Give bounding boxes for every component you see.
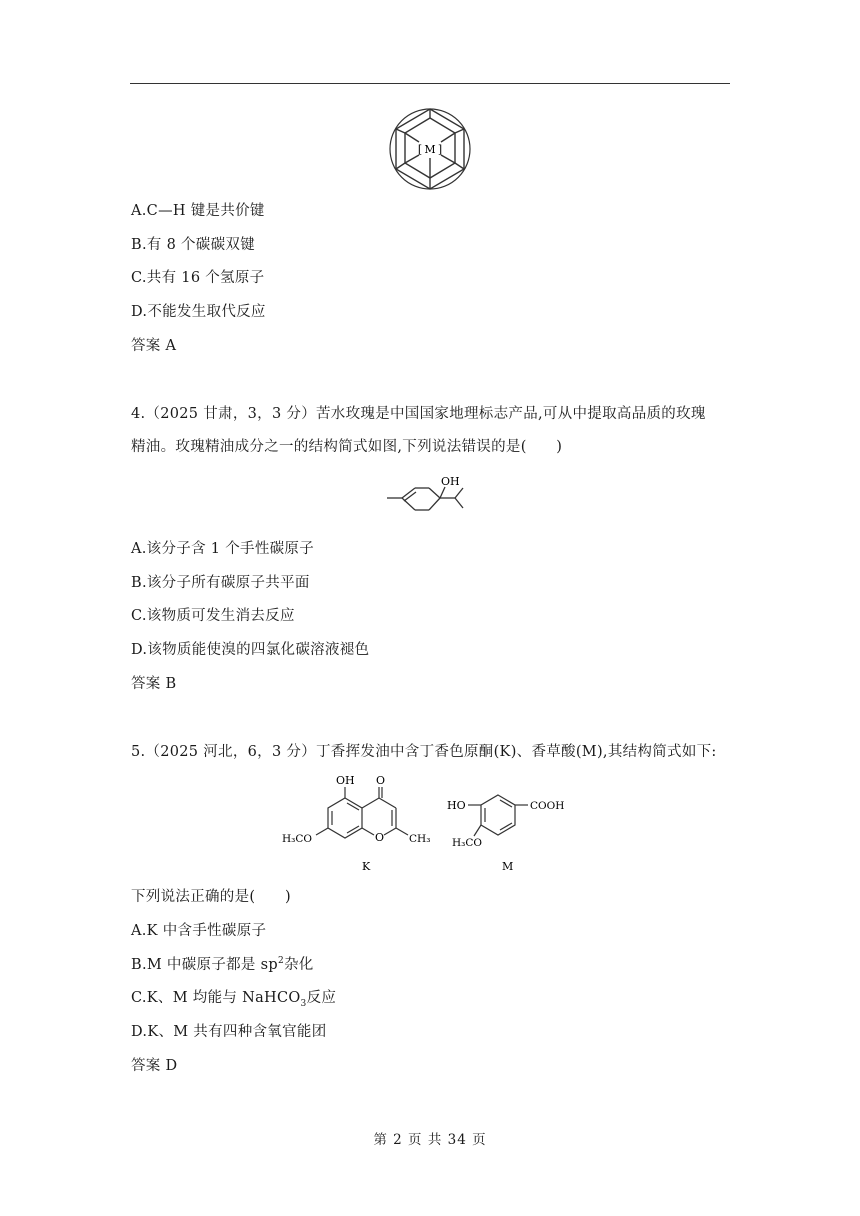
q5-option-c-tail: 反应: [306, 990, 337, 1006]
q5-option-b: [131, 955, 314, 975]
q5-option-b-text: B.M 中碳原子都是 sp: [131, 957, 278, 973]
q4-oh-label: OH: [441, 475, 460, 488]
q4-answer: 答案 B: [131, 676, 177, 692]
q5-answer: 答案 D: [131, 1058, 178, 1074]
m-compound-label: M: [502, 860, 514, 873]
q5-option-c-sub: 3: [300, 998, 307, 1009]
k-ring-o-label: O: [375, 831, 385, 844]
header-rule: [130, 83, 730, 84]
k-oh-label: OH: [336, 774, 355, 787]
page-footer: 第 2 页 共 34 页: [373, 1132, 487, 1148]
q4-option-b: B.该分子所有碳原子共平面: [131, 575, 310, 591]
m-ho-label: HO: [447, 799, 466, 812]
k-h3co-label: H₃CO: [282, 833, 313, 845]
q4-option-a: A.该分子含 1 个手性碳原子: [131, 541, 315, 557]
q3-option-b: B.有 8 个碳碳双键: [131, 237, 256, 253]
k-compound-label: K: [362, 860, 371, 873]
q5-option-d: D.K、M 共有四种含氧官能团: [131, 1024, 327, 1040]
metal-center-label: M: [424, 143, 436, 156]
q4-stem-line2: 精油。玫瑰精油成分之一的结构简式如图,下列说法错误的是( ): [131, 439, 563, 455]
q5-option-c: [131, 988, 336, 1008]
k-ch3-label: CH₃: [409, 833, 431, 845]
k-ketone-o-label: O: [376, 774, 386, 787]
q4-option-d: D.该物质能使溴的四氯化碳溶液褪色: [131, 642, 370, 658]
q5-option-c-text: C.K、M 均能与 NaHCO: [131, 990, 301, 1006]
q5-option-a: A.K 中含手性碳原子: [131, 923, 267, 939]
q5-option-b-tail: 杂化: [283, 957, 314, 973]
q5-stem: 5.（2025 河北，6，3 分）丁香挥发油中含丁香色原酮(K)、香草酸(M),其结构简式如下:: [131, 744, 717, 760]
q5-option-b-sup: 2: [277, 956, 284, 967]
q3-option-d: D.不能发生取代反应: [131, 304, 266, 320]
metal-bracket-right: ]: [437, 143, 443, 156]
q3-answer: 答案 A: [131, 338, 177, 354]
q3-structure-figure: [375, 100, 485, 198]
metal-bracket-left: [: [417, 143, 423, 156]
q3-option-c: C.共有 16 个氢原子: [131, 270, 265, 286]
m-cooh-label: COOH: [530, 800, 565, 812]
m-h3co-label: H₃CO: [452, 837, 483, 849]
q3-option-a: A.C—H 键是共价键: [131, 203, 265, 219]
q5-structure-figure: [280, 770, 580, 878]
q5-prompt: 下列说法正确的是( ): [131, 889, 291, 905]
q4-structure-figure: [385, 474, 475, 522]
q4-option-c: C.该物质可发生消去反应: [131, 608, 295, 624]
q4-stem-line1: 4.（2025 甘肃，3，3 分）苦水玫瑰是中国国家地理标志产品,可从中提取高品质的玫瑰: [131, 406, 706, 422]
